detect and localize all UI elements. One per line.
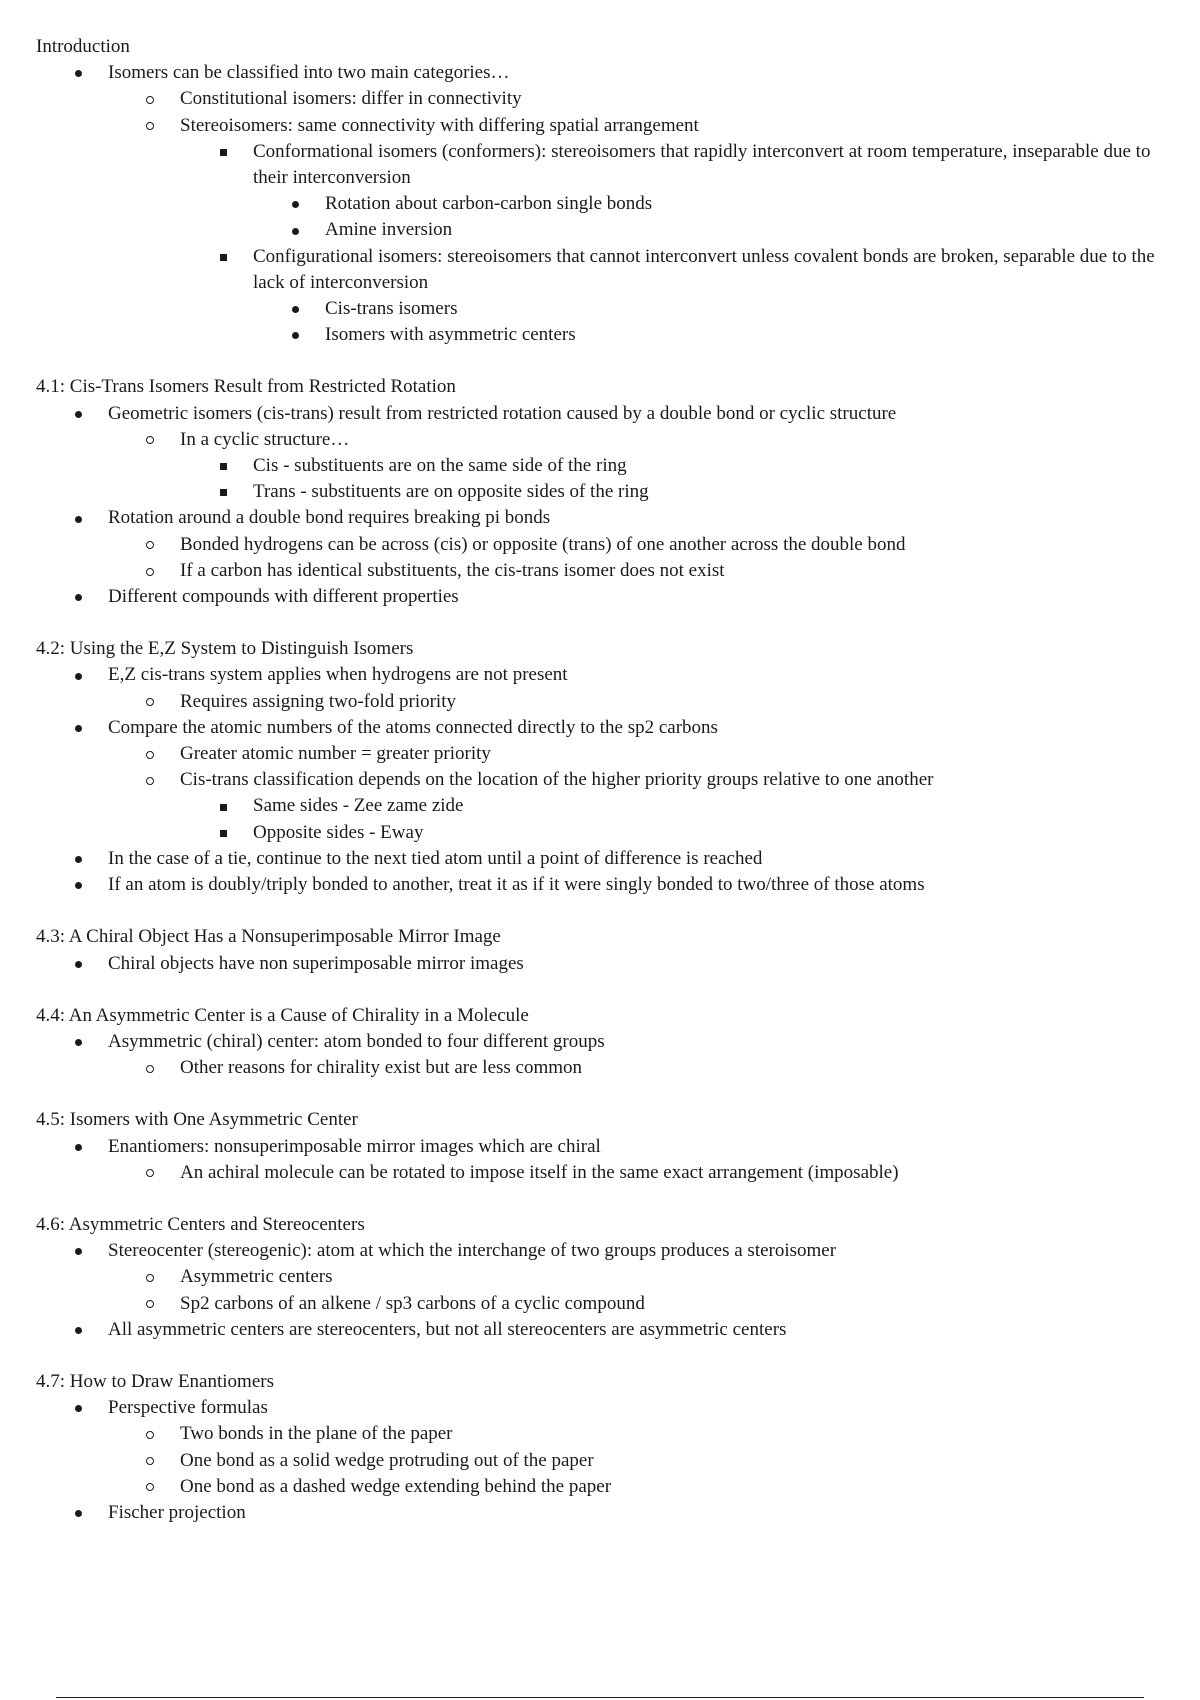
list-item-text: Rotation about carbon-carbon single bonds bbox=[325, 193, 653, 215]
list-item bbox=[36, 505, 1186, 531]
list-item bbox=[36, 741, 1186, 767]
circle-bullet-icon bbox=[140, 113, 160, 139]
list-item-text: Sp2 carbons of an alkene / sp3 carbons of a cyclic compound bbox=[180, 1292, 645, 1314]
list-item-text: Asymmetric (chiral) center: atom bonded to four different groups bbox=[108, 1030, 605, 1052]
list-item bbox=[36, 662, 1186, 688]
list-item-text: In the case of a tie, continue to the next tied atom until a point of difference is reached bbox=[108, 847, 763, 869]
section bbox=[36, 1369, 1186, 1526]
bullet-icon bbox=[68, 1134, 88, 1160]
section-title: 4.5: Isomers with One Asymmetric Center bbox=[36, 1109, 358, 1131]
circle-bullet-icon bbox=[140, 1055, 160, 1081]
list-item bbox=[36, 1238, 1186, 1264]
list-item-text: E,Z cis-trans system applies when hydrogens are not present bbox=[108, 664, 568, 686]
section-title: 4.6: Asymmetric Centers and Stereocenters bbox=[36, 1213, 365, 1235]
list-item bbox=[36, 558, 1186, 584]
bullet-icon bbox=[285, 217, 305, 243]
list-item-text: If a carbon has identical substituents, the cis-trans isomer does not exist bbox=[180, 559, 725, 581]
section bbox=[36, 924, 1186, 976]
list-item bbox=[36, 453, 1186, 479]
list-item-text: Isomers with asymmetric centers bbox=[325, 324, 576, 346]
list-item bbox=[36, 244, 1186, 296]
list-item bbox=[36, 86, 1186, 112]
list-item bbox=[36, 1134, 1186, 1160]
list-item-text: Two bonds in the plane of the paper bbox=[180, 1423, 453, 1445]
list-item-text: Isomers can be classified into two main categories… bbox=[108, 62, 510, 84]
list-item-text: One bond as a dashed wedge extending behind the paper bbox=[180, 1475, 612, 1497]
list-item bbox=[36, 1291, 1186, 1317]
list-item bbox=[36, 846, 1186, 872]
bullet-icon bbox=[68, 505, 88, 531]
list-item-text: Stereoisomers: same connectivity with differing spatial arrangement bbox=[180, 114, 699, 136]
circle-bullet-icon bbox=[140, 1474, 160, 1500]
list-item bbox=[36, 1500, 1186, 1526]
document-body bbox=[36, 34, 1186, 1552]
section bbox=[36, 1107, 1186, 1186]
bullet-icon bbox=[68, 715, 88, 741]
section bbox=[36, 1212, 1186, 1343]
section-title: 4.3: A Chiral Object Has a Nonsuperimposable Mirror Image bbox=[36, 926, 501, 948]
bullet-icon bbox=[68, 872, 88, 898]
list-item bbox=[36, 427, 1186, 453]
list-item bbox=[36, 872, 1186, 898]
section-title: 4.7: How to Draw Enantiomers bbox=[36, 1370, 274, 1392]
square-bullet-icon bbox=[213, 820, 233, 846]
list-item-text: If an atom is doubly/triply bonded to another, treat it as if it were singly bonded to two/three of those atoms bbox=[108, 874, 925, 896]
list-item bbox=[36, 1055, 1186, 1081]
list-item-text: Amine inversion bbox=[325, 219, 453, 241]
list-item-text: Compare the atomic numbers of the atoms connected directly to the sp2 carbons bbox=[108, 716, 718, 738]
list-item bbox=[36, 479, 1186, 505]
circle-bullet-icon bbox=[140, 1291, 160, 1317]
list-item bbox=[36, 951, 1186, 977]
bullet-icon bbox=[68, 1317, 88, 1343]
list-item bbox=[36, 217, 1186, 243]
list-item-text: Bonded hydrogens can be across (cis) or opposite (trans) of one another across the double bond bbox=[180, 533, 906, 555]
circle-bullet-icon bbox=[140, 689, 160, 715]
circle-bullet-icon bbox=[140, 1160, 160, 1186]
list-item-text: Asymmetric centers bbox=[180, 1266, 333, 1288]
section bbox=[36, 374, 1186, 610]
list-item-text: Cis - substituents are on the same side of the ring bbox=[253, 455, 627, 477]
circle-bullet-icon bbox=[140, 532, 160, 558]
list-item-text: One bond as a solid wedge protruding out of the paper bbox=[180, 1449, 594, 1471]
square-bullet-icon bbox=[213, 479, 233, 505]
list-item-text: Opposite sides - Eway bbox=[253, 821, 424, 843]
list-item bbox=[36, 139, 1186, 191]
list-item bbox=[36, 60, 1186, 86]
list-item bbox=[36, 322, 1186, 348]
list-item bbox=[36, 401, 1186, 427]
list-item-text: Other reasons for chirality exist but are less common bbox=[180, 1057, 583, 1079]
list-item bbox=[36, 1029, 1186, 1055]
list-item-text: Constitutional isomers: differ in connectivity bbox=[180, 88, 522, 110]
list-item-text: Different compounds with different properties bbox=[108, 586, 459, 608]
circle-bullet-icon bbox=[140, 1421, 160, 1447]
section-title: 4.4: An Asymmetric Center is a Cause of Chirality in a Molecule bbox=[36, 1004, 529, 1026]
list-item bbox=[36, 1421, 1186, 1447]
bullet-icon bbox=[68, 401, 88, 427]
square-bullet-icon bbox=[213, 139, 233, 165]
list-item-text: All asymmetric centers are stereocenters, but not all stereocenters are asymmetric centers bbox=[108, 1318, 787, 1340]
list-item-text: Requires assigning two-fold priority bbox=[180, 690, 456, 712]
list-item bbox=[36, 1264, 1186, 1290]
bullet-icon bbox=[68, 60, 88, 86]
list-item bbox=[36, 191, 1186, 217]
bullet-icon bbox=[68, 584, 88, 610]
list-item bbox=[36, 793, 1186, 819]
section bbox=[36, 1003, 1186, 1082]
list-item bbox=[36, 1448, 1186, 1474]
list-item-text: Cis-trans isomers bbox=[325, 298, 458, 320]
footer-rule bbox=[56, 1697, 1144, 1698]
circle-bullet-icon bbox=[140, 1448, 160, 1474]
list-item-text: Geometric isomers (cis-trans) result from restricted rotation caused by a double bond or cyclic structure bbox=[108, 402, 897, 424]
list-item-text: Rotation around a double bond requires breaking pi bonds bbox=[108, 507, 551, 529]
section bbox=[36, 636, 1186, 898]
list-item-text: Chiral objects have non superimposable mirror images bbox=[108, 952, 524, 974]
circle-bullet-icon bbox=[140, 741, 160, 767]
section-title: Introduction bbox=[36, 36, 130, 57]
list-item-text: Trans - substituents are on opposite sides of the ring bbox=[253, 481, 649, 503]
bullet-icon bbox=[285, 322, 305, 348]
list-item-text: Cis-trans classification depends on the location of the higher priority groups relative to one another bbox=[180, 769, 934, 791]
bullet-icon bbox=[68, 846, 88, 872]
list-item bbox=[36, 820, 1186, 846]
list-item bbox=[36, 1317, 1186, 1343]
list-item bbox=[36, 689, 1186, 715]
list-item-text: An achiral molecule can be rotated to impose itself in the same exact arrangement (imposable) bbox=[180, 1161, 899, 1183]
list-item-text: Stereocenter (stereogenic): atom at which the interchange of two groups produces a steroisomer bbox=[108, 1240, 837, 1262]
bullet-icon bbox=[285, 191, 305, 217]
list-item bbox=[36, 1474, 1186, 1500]
list-item bbox=[36, 296, 1186, 322]
list-item bbox=[36, 1160, 1186, 1186]
bullet-icon bbox=[68, 1029, 88, 1055]
bullet-icon bbox=[68, 1238, 88, 1264]
circle-bullet-icon bbox=[140, 86, 160, 112]
section-title: 4.2: Using the E,Z System to Distinguish Isomers bbox=[36, 638, 414, 660]
bullet-icon bbox=[68, 951, 88, 977]
square-bullet-icon bbox=[213, 793, 233, 819]
list-item-text: Conformational isomers (conformers): stereoisomers that rapidly interconvert at room temperature, inseparable due to their interconversion bbox=[253, 140, 1151, 189]
circle-bullet-icon bbox=[140, 767, 160, 793]
square-bullet-icon bbox=[213, 244, 233, 270]
list-item bbox=[36, 715, 1186, 741]
list-item-text: Perspective formulas bbox=[108, 1397, 268, 1419]
list-item bbox=[36, 584, 1186, 610]
circle-bullet-icon bbox=[140, 558, 160, 584]
list-item-text: In a cyclic structure… bbox=[180, 428, 350, 450]
list-item bbox=[36, 1395, 1186, 1421]
bullet-icon bbox=[68, 1395, 88, 1421]
list-item-text: Greater atomic number = greater priority bbox=[180, 743, 491, 765]
list-item-text: Fischer projection bbox=[108, 1501, 246, 1523]
list-item-text: Same sides - Zee zame zide bbox=[253, 795, 464, 817]
circle-bullet-icon bbox=[140, 1264, 160, 1290]
bullet-icon bbox=[68, 1500, 88, 1526]
square-bullet-icon bbox=[213, 453, 233, 479]
list-item bbox=[36, 767, 1186, 793]
bullet-icon bbox=[68, 662, 88, 688]
list-item-text: Configurational isomers: stereoisomers that cannot interconvert unless covalent bonds are broken, separable due to the lack of interconversion bbox=[253, 245, 1155, 293]
section bbox=[36, 34, 1186, 348]
list-item bbox=[36, 532, 1186, 558]
circle-bullet-icon bbox=[140, 427, 160, 453]
list-item bbox=[36, 113, 1186, 139]
list-item-text: Enantiomers: nonsuperimposable mirror images which are chiral bbox=[108, 1135, 601, 1157]
section-title: 4.1: Cis-Trans Isomers Result from Restricted Rotation bbox=[36, 376, 456, 398]
bullet-icon bbox=[285, 296, 305, 322]
